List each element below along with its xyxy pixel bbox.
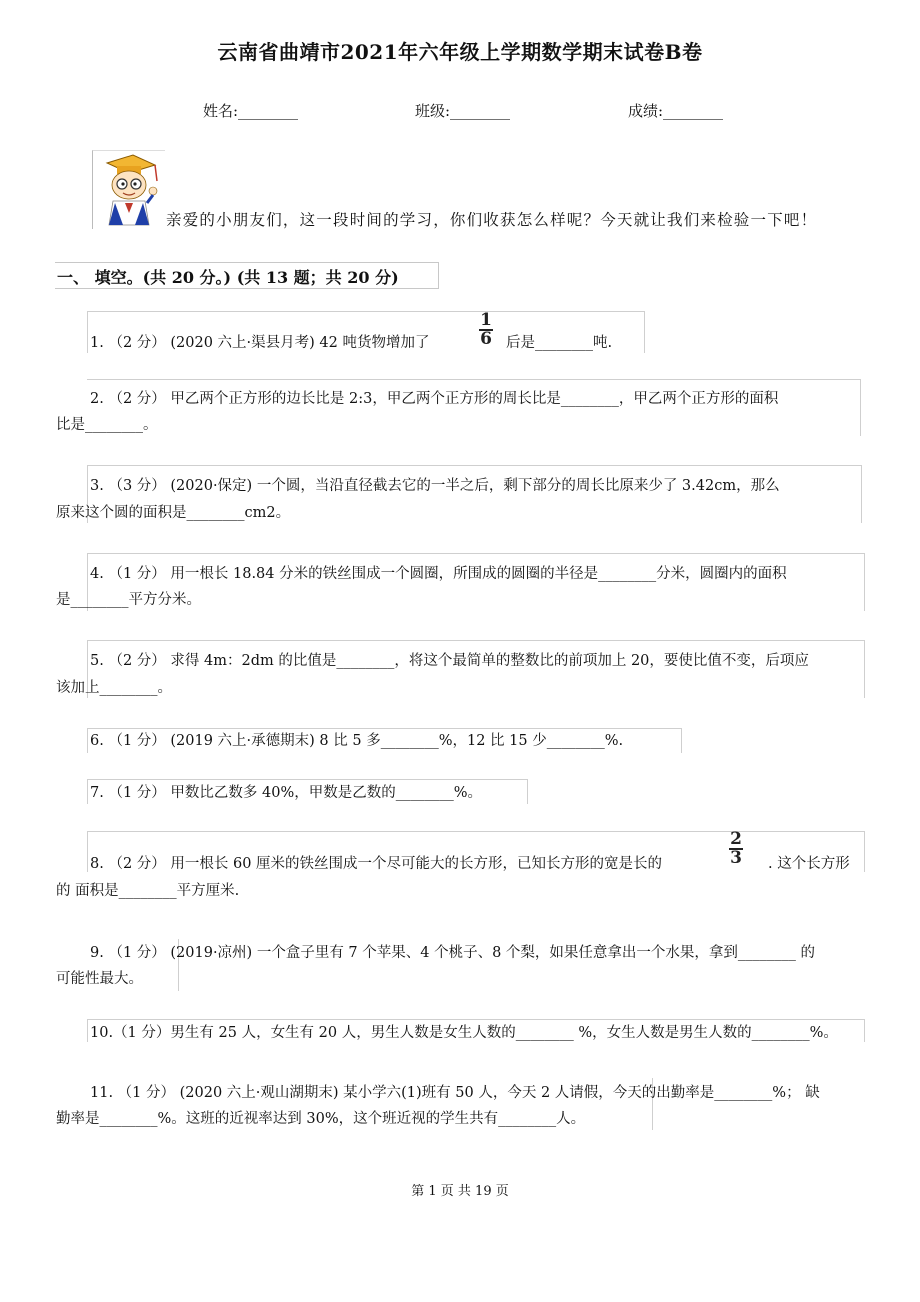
question-7 (90, 780, 482, 806)
question-text: 1. （2 分） (2020 六上·渠县月考) 42 吨货物增加了 (90, 335, 430, 351)
fraction-two-thirds (729, 829, 743, 868)
question-3-line-2 (56, 500, 290, 526)
score-field[interactable]: 成绩:________ (628, 102, 724, 120)
question-8-continuation (768, 851, 850, 877)
name-field[interactable]: 姓名:________ (203, 102, 299, 120)
fraction-numerator: 1 (480, 310, 492, 330)
question-11 (90, 1080, 820, 1106)
question-text: 5. （2 分） 求得 4m：2dm 的比值是________，将这个最简单的整数比的前项加上 20，要使比值不变，后项应 (90, 653, 809, 669)
question-9-line-2 (56, 966, 143, 992)
question-text: 3. （3 分） (2020·保定) 一个圆，当沿直径截去它的一半之后，剩下部分的周长比原来少了 3.42cm，那么 (90, 478, 780, 494)
question-text: 9. （1 分） (2019·凉州) 一个盒子里有 7 个苹果、4 个桃子、8 个梨，如果任意拿出一个水果，拿到________ 的 (90, 945, 816, 961)
question-text: 7. （1 分） 甲数比乙数多 40%，甲数是乙数的________%。 (90, 785, 483, 801)
exam-title: 云南省曲靖市2021年六年级上学期数学期末试卷B卷 (217, 40, 703, 64)
question-2 (90, 386, 778, 412)
question-1 (90, 330, 430, 356)
question-text: 该加上________。 (56, 680, 172, 696)
question-text: 11. （1 分） (2020 六上·观山湖期末) 某小学六(1)班有 50 人，今天 2 人请假，今天的出勤率是________%； 缺 (90, 1085, 820, 1101)
question-3 (90, 473, 780, 499)
fraction-one-sixth (479, 310, 493, 349)
greeting-text: 亲爱的小朋友们，这一段时间的学习，你们收获怎么样呢？今天就让我们来检验一下吧！ (166, 211, 818, 229)
question-text: 4. （1 分） 用一根长 18.84 分米的铁丝围成一个圆圈，所围成的圆圈的半径是________分米，圆圈内的面积 (90, 566, 787, 582)
question-2-line-2 (56, 412, 158, 438)
question-text: 是________平方分米。 (56, 592, 201, 608)
question-6 (90, 728, 623, 754)
question-text: 比是________。 (56, 417, 158, 433)
question-text: 后是________吨. (506, 335, 613, 351)
fraction-denominator: 6 (480, 329, 492, 349)
fraction-denominator: 3 (730, 848, 742, 868)
question-1-continuation (506, 330, 612, 356)
question-text: 10.（1 分）男生有 25 人，女生有 20 人，男生人数是女生人数的________ %，女生人数是男生人数的________%。 (90, 1025, 838, 1041)
fraction-numerator: 2 (730, 829, 742, 849)
question-5 (90, 648, 809, 674)
question-11-line-2 (56, 1106, 585, 1132)
question-text: . 这个长方形 (768, 856, 850, 872)
class-field[interactable]: 班级:________ (415, 102, 511, 120)
question-8 (90, 851, 662, 877)
question-text: 8. （2 分） 用一根长 60 厘米的铁丝围成一个尽可能大的长方形，已知长方形的宽是长的 (90, 856, 663, 872)
question-4 (90, 561, 787, 587)
question-text: 的 面积是________平方厘米. (56, 883, 240, 899)
question-text: 勤率是________%。这班的近视率达到 30%，这个班近视的学生共有________人。 (56, 1111, 586, 1127)
question-4-line-2 (56, 587, 201, 613)
section-header: 一、 填空。(共 20 分。) (共 13 题；共 20 分) (57, 268, 399, 287)
question-5-line-2 (56, 675, 172, 701)
question-text: 2. （2 分） 甲乙两个正方形的边长比是 2:3，甲乙两个正方形的周长比是________，甲乙两个正方形的面积 (90, 391, 779, 407)
mascot-doctor-illustration (92, 150, 165, 229)
question-text: 原来这个圆的面积是________cm2。 (56, 505, 291, 521)
question-8-line-2 (56, 878, 239, 904)
question-9 (90, 940, 815, 966)
question-text: 可能性最大。 (56, 971, 143, 987)
question-text: 6. （1 分） (2019 六上·承德期末) 8 比 5 多________%，12 比 15 少________%. (90, 733, 624, 749)
question-10 (90, 1020, 838, 1046)
page-footer: 第 1 页 共 19 页 (411, 1184, 509, 1199)
